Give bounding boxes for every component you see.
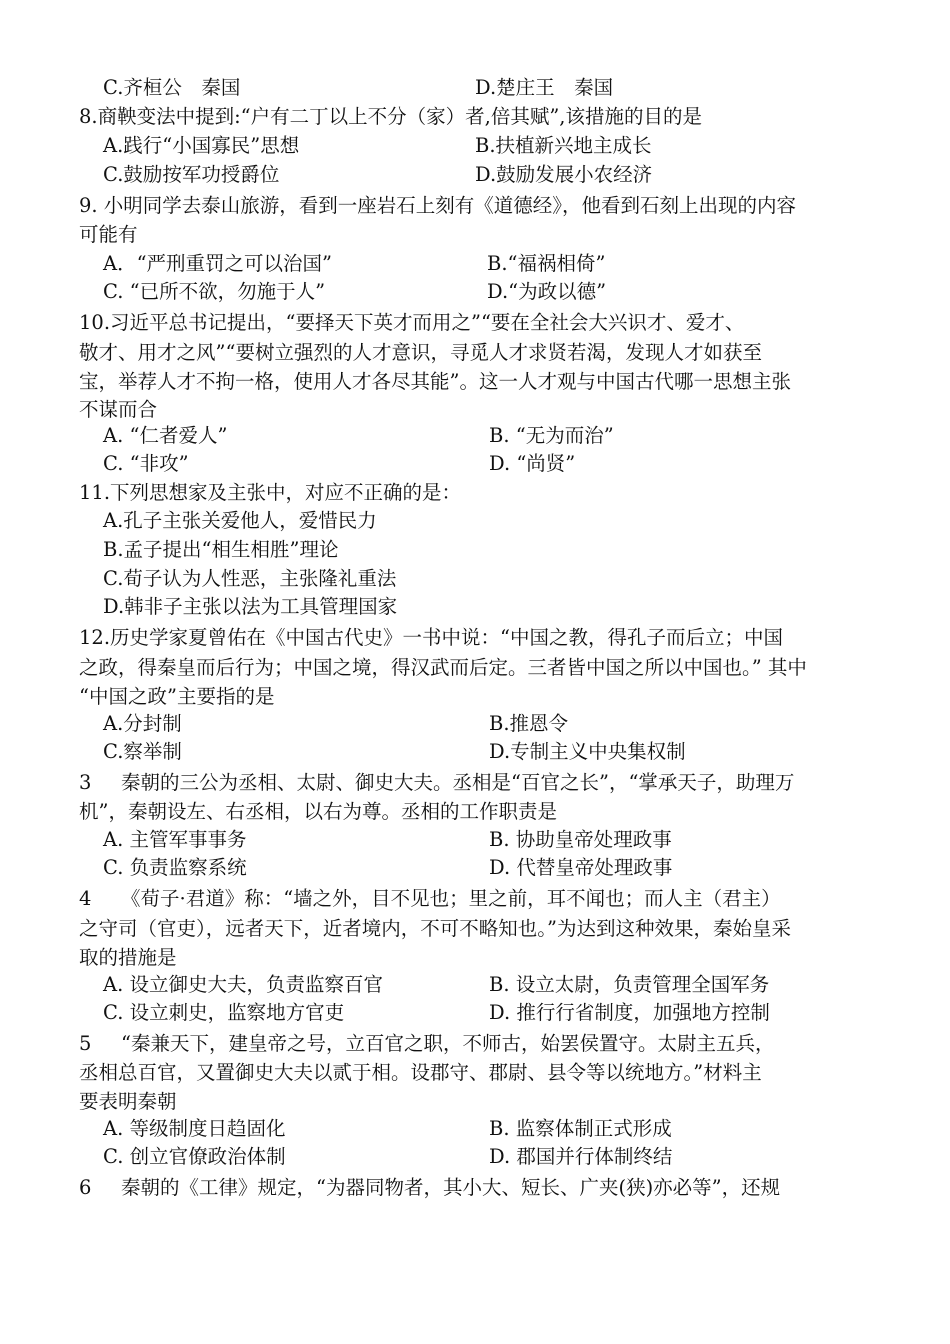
q12-options-cd-text-2: D.专制主义中央集权制 (489, 740, 686, 763)
q13-options-cd (0, 854, 950, 882)
q12-stem-1-text-1: 12.历史学家夏曾佑在《中国古代史》一书中说：“中国之教，得孔子而后立；中国 (79, 626, 783, 649)
q13-options-cd-text-1: C. 负责监察系统 (103, 856, 247, 879)
q13-stem-2-text-1: 机”，秦朝设左、右丞相，以右为尊。丞相的工作职责是 (79, 800, 557, 823)
q12-stem-3 (0, 683, 950, 711)
q9-options-cd (0, 278, 950, 306)
q10-stem-2-text-1: 敬才、用才之风”“要树立强烈的人才意识，寻觅人才求贤若渴，发现人才如获至 (79, 341, 762, 364)
q13-options-cd-text-2: D. 代替皇帝处理政事 (489, 856, 673, 879)
q13-options-ab-text-2: B. 协助皇帝处理政事 (489, 828, 672, 851)
q9-stem-1-text-1: 9. 小明同学去泰山旅游，看到一座岩石上刻有《道德经》，他看到石刻上出现的内容 (79, 194, 797, 217)
q15-options-ab-text-1: A. 等级制度日趋固化 (103, 1117, 286, 1140)
q8-stem (0, 103, 950, 131)
q9-options-cd-text-2: D.“为政以德” (487, 280, 607, 303)
q8-options-ab-text-2: B.扶植新兴地主成长 (475, 134, 652, 157)
q15-stem-3 (0, 1088, 950, 1116)
q10-stem-3 (0, 368, 950, 396)
q11-stem-text-1: 11.下列思想家及主张中，对应不正确的是： (79, 481, 462, 504)
q11-option-d (0, 593, 950, 621)
q12-options-cd-text-1: C.察举制 (103, 740, 182, 763)
q14-options-ab (0, 971, 950, 999)
q14-options-ab-text-2: B. 设立太尉，负责管理全国军务 (489, 973, 770, 996)
q12-stem-2-text-1: 之政，得秦皇而后行为；中国之境，得汉武而后定。三者皆中国之所以中国也。” 其中 (79, 656, 807, 679)
q10-stem-1 (0, 309, 950, 337)
q11-option-d-text-1: D.韩非子主张以法为工具管理国家 (103, 595, 398, 618)
q16-stem-1-text-1: 6 (79, 1176, 92, 1199)
q7-options-cd (0, 74, 950, 102)
q15-stem-1 (0, 1030, 950, 1058)
q11-option-b (0, 536, 950, 564)
q8-options-ab-text-1: A.践行“小国寡民”思想 (103, 134, 300, 157)
q14-stem-3-text-1: 取的措施是 (79, 946, 177, 969)
q9-options-ab (0, 250, 950, 278)
q7-options-cd-text-2: D.楚庄王 秦国 (475, 76, 614, 99)
q7-options-cd-text-1: C.齐桓公 秦国 (103, 76, 241, 99)
q15-stem-2-text-1: 丞相总百官，又置御史大夫以贰于相。设郡守、郡尉、县令等以统地方。”材料主 (79, 1061, 762, 1084)
q10-stem-4-text-1: 不谋而合 (79, 398, 158, 421)
q10-options-ab-text-1: A. “仁者爱人” (103, 424, 228, 447)
q15-stem-1-text-1: 5 (79, 1032, 92, 1055)
q8-stem-text-1: 8.商鞅变法中提到:“户有二丁以上不分（家）者,倍其赋”,该措施的目的是 (79, 105, 703, 128)
q14-options-cd-text-2: D. 推行行省制度，加强地方控制 (489, 1001, 770, 1024)
q16-stem-1 (0, 1174, 950, 1202)
q15-options-cd-text-2: D. 郡国并行体制终结 (489, 1145, 673, 1168)
q14-stem-1-text-2: 《荀子·君道》称：“墙之外，目不见也；里之前，耳不闻也；而人主（君主） (121, 887, 781, 910)
q15-stem-2 (0, 1059, 950, 1087)
q15-stem-3-text-1: 要表明秦朝 (79, 1090, 177, 1113)
q14-stem-2 (0, 915, 950, 943)
q12-options-ab (0, 710, 950, 738)
q13-stem-1-text-2: 秦朝的三公为丞相、太尉、御史大夫。丞相是“百官之长”，“掌承天子，助理万 (121, 771, 795, 794)
q10-stem-3-text-1: 宝，举荐人才不拘一格，使用人才各尽其能”。这一人才观与中国古代哪一思想主张 (79, 370, 791, 393)
q10-stem-4 (0, 396, 950, 424)
q12-stem-2 (0, 654, 950, 682)
q10-options-cd-text-2: D. “尚贤” (489, 452, 576, 475)
q13-options-ab-text-1: A. 主管军事事务 (103, 828, 247, 851)
q12-options-cd (0, 738, 950, 766)
q14-stem-2-text-1: 之守司（官吏），远者天下，近者境内，不可不略知也。”为达到这种效果，秦始皇采 (79, 917, 791, 940)
q13-stem-2 (0, 798, 950, 826)
q9-options-ab-text-2: B.“福祸相倚” (487, 252, 606, 275)
q8-options-cd-text-2: D.鼓励发展小农经济 (475, 163, 653, 186)
q13-stem-1 (0, 769, 950, 797)
q14-stem-1-text-1: 4 (79, 887, 92, 910)
q11-option-b-text-1: B.孟子提出“相生相胜”理论 (103, 538, 339, 561)
q8-options-cd-text-1: C.鼓励按军功授爵位 (103, 163, 280, 186)
q15-options-cd (0, 1143, 950, 1171)
q9-options-cd-text-1: C. “已所不欲，勿施于人” (103, 280, 326, 303)
q11-option-a-text-1: A.孔子主张关爱他人，爱惜民力 (103, 509, 377, 532)
q15-stem-1-text-2: “秦兼天下，建皇帝之号，立百官之职，不师古，始罢侯置守。太尉主五兵， (121, 1032, 775, 1055)
q14-stem-3 (0, 944, 950, 972)
q9-options-ab-text-1: A．“严刑重罚之可以治国” (103, 252, 333, 275)
q14-options-cd-text-1: C. 设立刺史，监察地方官吏 (103, 1001, 345, 1024)
q12-stem-1 (0, 624, 950, 652)
q10-stem-2 (0, 339, 950, 367)
q14-stem-1 (0, 885, 950, 913)
q10-stem-1-text-1: 10.习近平总书记提出，“要择天下英才而用之”“要在全社会大兴识才、爱才、 (79, 311, 745, 334)
q14-options-cd (0, 999, 950, 1027)
q10-options-ab-text-2: B. “无为而治” (489, 424, 614, 447)
q12-stem-3-text-1: “中国之政”主要指的是 (79, 685, 275, 708)
q13-stem-1-text-1: 3 (79, 771, 92, 794)
q8-options-cd (0, 161, 950, 189)
q11-option-c-text-1: C.荀子认为人性恶，主张隆礼重法 (103, 567, 397, 590)
q15-options-ab-text-2: B. 监察体制正式形成 (489, 1117, 672, 1140)
q9-stem-1 (0, 192, 950, 220)
q11-stem (0, 479, 950, 507)
q10-options-cd (0, 450, 950, 478)
q11-option-c (0, 565, 950, 593)
q12-options-ab-text-1: A.分封制 (103, 712, 182, 735)
q16-stem-1-text-2: 秦朝的《工律》规定，“为器同物者，其小大、短长、广夹(狭)亦必等”，还规 (121, 1176, 781, 1199)
q10-options-ab (0, 422, 950, 450)
q15-options-ab (0, 1115, 950, 1143)
q15-options-cd-text-1: C. 创立官僚政治体制 (103, 1145, 286, 1168)
q13-options-ab (0, 826, 950, 854)
q11-option-a (0, 507, 950, 535)
q12-options-ab-text-2: B.推恩令 (489, 712, 569, 735)
q10-options-cd-text-1: C. “非攻” (103, 452, 189, 475)
q9-stem-2-text-1: 可能有 (79, 223, 138, 246)
q8-options-ab (0, 132, 950, 160)
q9-stem-2 (0, 221, 950, 249)
q14-options-ab-text-1: A. 设立御史大夫，负责监察百官 (103, 973, 383, 996)
